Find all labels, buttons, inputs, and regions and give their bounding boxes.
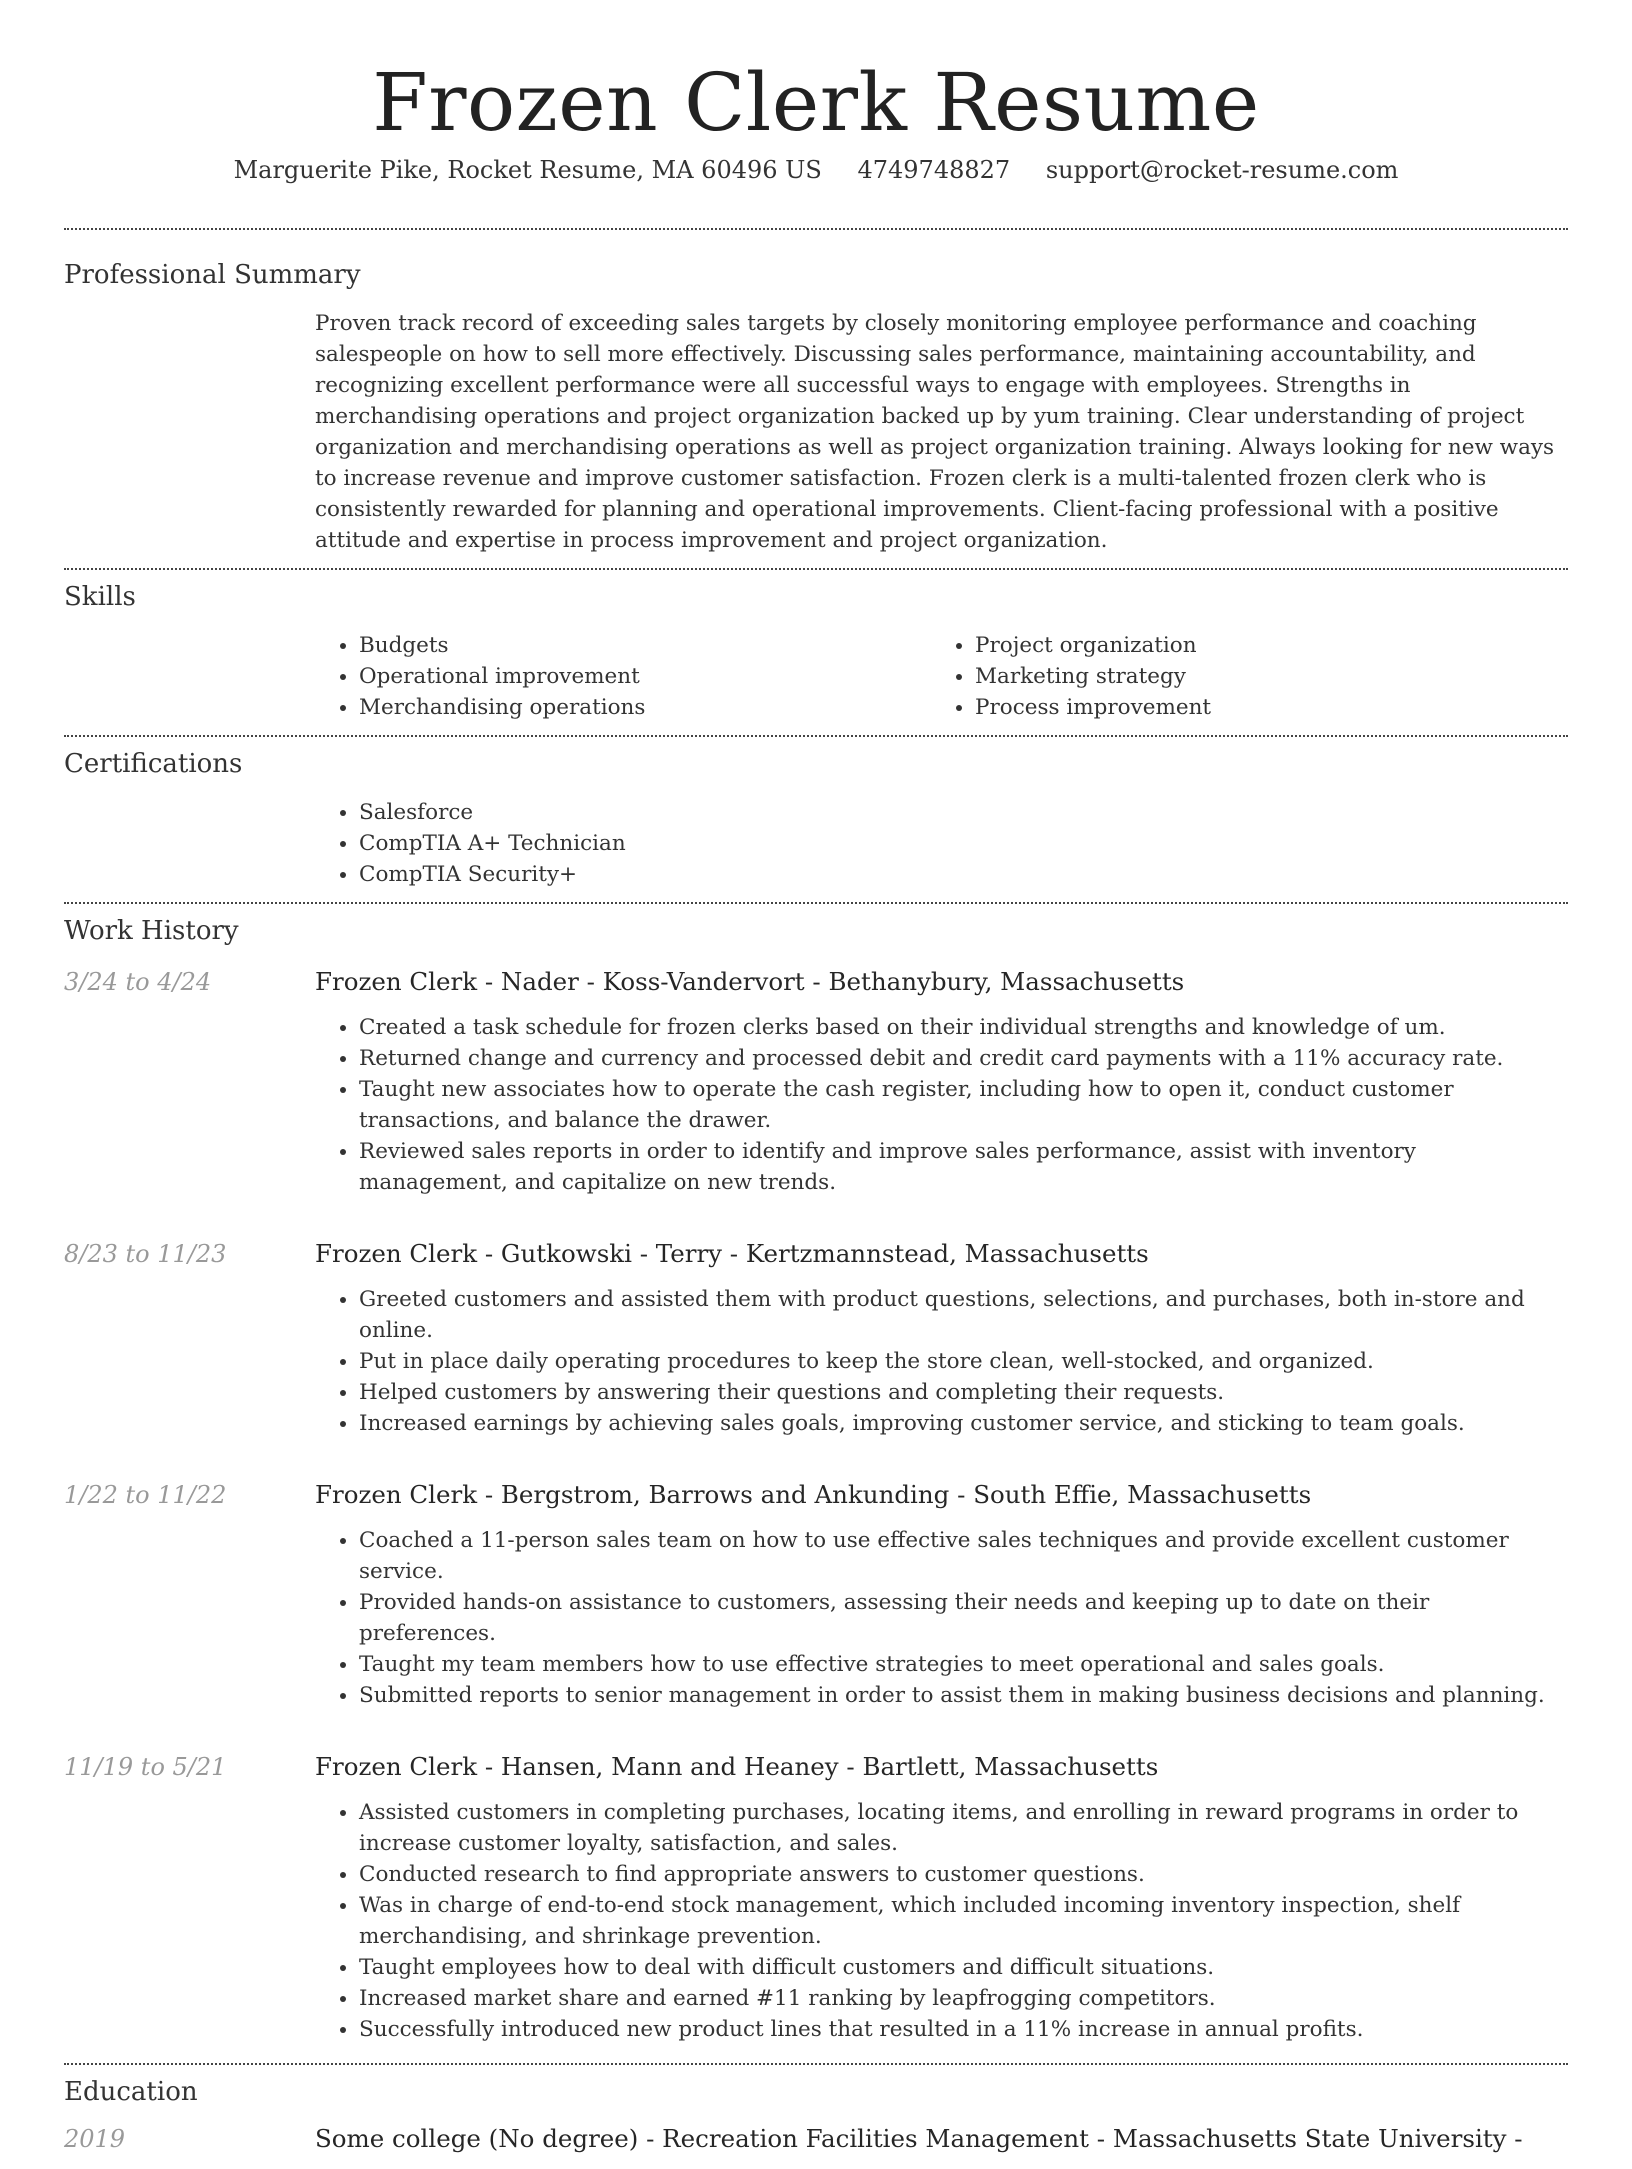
job-bullet: • Coached a 11-person sales team on how to use effective sales techniques and provide excellent customer service. (359, 1525, 1568, 1587)
summary-text: Proven track record of exceeding sales targets by closely monitoring employee performance and coaching salespeople on how to sell more effectively. Discussing sales performance, maintaining accountability, and recognizing excellent performance were all successful ways to engage with employees. Strengths in merchandising operations and project organization backed up by yum training. Clear understanding of project organization and merchandising operations as well as project organization training. Always looking for new ways to increase revenue and improve customer satisfaction. Frozen clerk is a multi-talented frozen clerk who is consistently rewarded for planning and operational improvements. Client-facing professional with a positive attitude and expertise in process improvement and project organization. (315, 311, 1555, 553)
certification-item: • Salesforce (359, 797, 1568, 828)
job-bullets (315, 1797, 1568, 2045)
skills-list-right (931, 630, 1547, 723)
job-bullet: • Assisted customers in completing purchases, locating items, and enrolling in reward programs in order to increase customer loyalty, satisfaction, and sales. (359, 1797, 1568, 1859)
job-bullet: • Increased earnings by achieving sales goals, improving customer service, and sticking to team goals. (359, 1408, 1568, 1439)
skill-item: • Marketing strategy (975, 661, 1547, 692)
certifications-heading: Certifications (64, 749, 243, 779)
summary-heading: Professional Summary (64, 260, 361, 290)
job-title: Frozen Clerk - Gutkowski - Terry - Kertzmannstead, Massachusetts (315, 1239, 1149, 1268)
job-dates: 11/19 to 5/21 (64, 1753, 227, 1781)
job-title: Frozen Clerk - Nader - Koss-Vandervort - Bethanybury, Massachusetts (315, 967, 1185, 996)
job-bullet: • Helped customers by answering their questions and completing their requests. (359, 1377, 1568, 1408)
job-details (315, 1236, 1568, 1463)
job-bullet: • Increased market share and earned #11 ranking by leapfrogging competitors. (359, 1983, 1568, 2014)
contact-email[interactable]: support@rocket-resume.com (1045, 156, 1399, 184)
skills-list-left (315, 630, 931, 723)
job-entry (64, 1236, 1568, 1463)
certifications-list (315, 797, 1568, 890)
job-bullet: • Created a task schedule for frozen clerks based on their individual strengths and knowledge of um. (359, 1012, 1568, 1043)
education-year: 2019 (64, 2125, 126, 2153)
job-bullet: • Conducted research to find appropriate answers to customer questions. (359, 1859, 1568, 1890)
section-summary (64, 228, 1568, 568)
job-title: Frozen Clerk - Bergstrom, Barrows and Ankunding - South Effie, Massachusetts (315, 1480, 1312, 1509)
section-certifications (64, 735, 1568, 902)
contact-phone[interactable]: 4749748827 (857, 156, 1011, 184)
skill-item: • Process improvement (975, 692, 1547, 723)
job-bullets (315, 1012, 1568, 1198)
skill-item: • Merchandising operations (359, 692, 931, 723)
contact-line (0, 150, 1632, 228)
job-details (315, 1477, 1568, 1735)
certifications-body (315, 797, 1568, 902)
job-details (315, 1749, 1568, 2063)
job-bullet: • Submitted reports to senior management in order to assist them in making business decisions and planning. (359, 1680, 1568, 1711)
job-entry (64, 964, 1568, 1222)
contact-address: Marguerite Pike, Rocket Resume, MA 60496 US (233, 156, 822, 184)
skills-columns (315, 630, 1568, 735)
section-education (64, 2063, 1568, 2169)
job-bullet: • Taught employees how to deal with difficult customers and difficult situations. (359, 1952, 1568, 1983)
job-bullet: • Reviewed sales reports in order to identify and improve sales performance, assist with inventory management, and capitalize on new trends. (359, 1136, 1568, 1198)
education-heading: Education (64, 2077, 198, 2107)
job-title: Frozen Clerk - Hansen, Mann and Heaney - Bartlett, Massachusetts (315, 1752, 1159, 1781)
education-details: Some college (No degree) - Recreation Facilities Management - Massachusetts State University - (315, 2124, 1523, 2153)
skills-heading: Skills (64, 582, 136, 612)
job-dates: 3/24 to 4/24 (64, 968, 212, 996)
job-bullets (315, 1284, 1568, 1439)
job-entry (64, 1749, 1568, 2063)
section-skills (64, 568, 1568, 735)
job-dates: 1/22 to 11/22 (64, 1481, 227, 1509)
job-bullet: • Taught new associates how to operate the cash register, including how to open it, conduct customer transactions, and balance the drawer. (359, 1074, 1568, 1136)
job-bullet: • Provided hands-on assistance to customers, assessing their needs and keeping up to date on their preferences. (359, 1587, 1568, 1649)
job-bullet: • Put in place daily operating procedures to keep the store clean, well-stocked, and organized. (359, 1346, 1568, 1377)
resume-title: Frozen Clerk Resume (372, 56, 1260, 149)
job-bullet: • Was in charge of end-to-end stock management, which included incoming inventory inspection, shelf merchandising, and shrinkage prevention. (359, 1890, 1568, 1952)
job-details (315, 964, 1568, 1222)
job-bullet: • Taught my team members how to use effective strategies to meet operational and sales goals. (359, 1649, 1568, 1680)
certification-item: • CompTIA Security+ (359, 859, 1568, 890)
skill-item: • Operational improvement (359, 661, 931, 692)
work-heading: Work History (64, 916, 239, 946)
section-work-history (64, 902, 1568, 2063)
job-bullet: • Successfully introduced new product lines that resulted in a 11% increase in annual profits. (359, 2014, 1568, 2045)
skill-item: • Project organization (975, 630, 1547, 661)
job-bullet: • Greeted customers and assisted them with product questions, selections, and purchases, both in-store and online. (359, 1284, 1568, 1346)
job-bullet: • Returned change and currency and processed debit and credit card payments with a 11% accuracy rate. (359, 1043, 1568, 1074)
skill-item: • Budgets (359, 630, 931, 661)
job-entry (64, 1477, 1568, 1735)
job-dates: 8/23 to 11/23 (64, 1240, 227, 1268)
certification-item: • CompTIA A+ Technician (359, 828, 1568, 859)
job-bullets (315, 1525, 1568, 1711)
education-entry (64, 2121, 1568, 2169)
